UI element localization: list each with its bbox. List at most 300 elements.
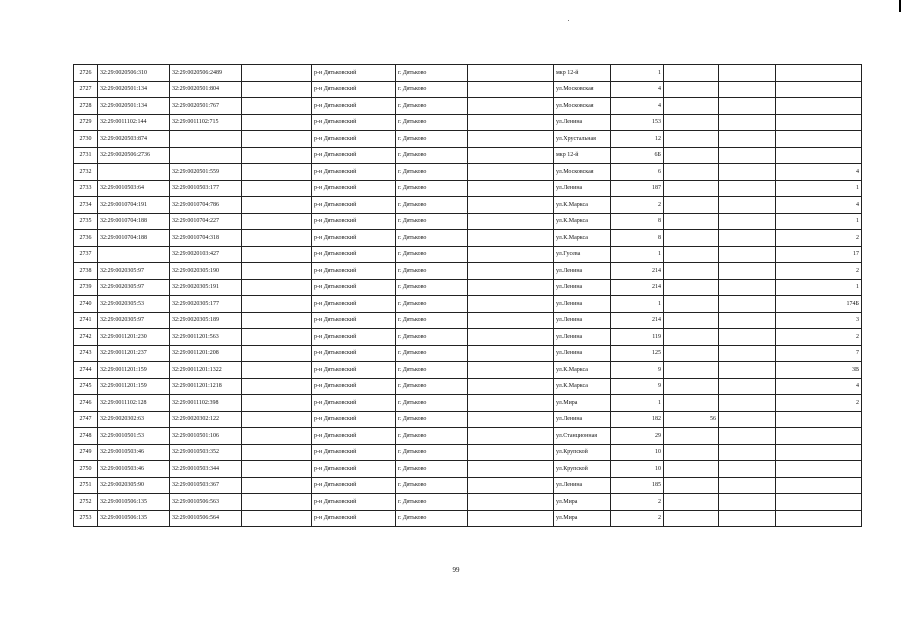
cadastral-parcel-cell: 32:29:0010506:135 — [98, 510, 170, 527]
row-number-cell: 2730 — [74, 131, 98, 148]
cadastral-object-cell: 32:29:0020305:191 — [170, 279, 242, 296]
blank-col-cell — [242, 180, 312, 197]
blank-col-cell — [242, 444, 312, 461]
cadastral-object-cell: 32:29:0020506:2489 — [170, 65, 242, 82]
blank-col-cell — [242, 230, 312, 247]
blank-col-2-cell — [468, 147, 554, 164]
table-row — [74, 296, 862, 313]
street-cell: ул.Станционная — [554, 428, 611, 445]
district-cell: р-н Дятьковский — [312, 180, 396, 197]
extra-2-cell — [719, 197, 776, 214]
row-number-cell: 2750 — [74, 461, 98, 478]
blank-col-cell — [242, 428, 312, 445]
cadastral-object-cell: 32:29:0020501:767 — [170, 98, 242, 115]
district-cell: р-н Дятьковский — [312, 263, 396, 280]
locality-cell: г. Дятьково — [396, 81, 468, 98]
street-cell: ул.Мира — [554, 494, 611, 511]
extra-3-cell — [776, 428, 862, 445]
cadastral-parcel-cell: 32:29:0011201:159 — [98, 362, 170, 379]
row-number-cell: 2752 — [74, 494, 98, 511]
district-cell: р-н Дятьковский — [312, 395, 396, 412]
district-cell: р-н Дятьковский — [312, 411, 396, 428]
table-row — [74, 263, 862, 280]
cadastral-parcel-cell: 32:29:0020506:2736 — [98, 147, 170, 164]
extra-3-cell: 174Б — [776, 296, 862, 313]
house-number-cell: 1 — [611, 246, 664, 263]
locality-cell: г. Дятьково — [396, 444, 468, 461]
cadastral-object-cell — [170, 131, 242, 148]
house-number-cell: 187 — [611, 180, 664, 197]
blank-col-2-cell — [468, 510, 554, 527]
house-number-cell: 10 — [611, 444, 664, 461]
house-number-cell: 125 — [611, 345, 664, 362]
table-row — [74, 477, 862, 494]
street-cell: ул.Гусева — [554, 246, 611, 263]
extra-1-cell — [664, 197, 719, 214]
locality-cell: г. Дятьково — [396, 131, 468, 148]
house-number-cell: 4 — [611, 98, 664, 115]
cadastral-object-cell: 32:29:0010506:563 — [170, 494, 242, 511]
cadastral-object-cell: 32:29:0010704:786 — [170, 197, 242, 214]
extra-1-cell — [664, 362, 719, 379]
house-number-cell: 214 — [611, 312, 664, 329]
table-row — [74, 279, 862, 296]
blank-col-cell — [242, 197, 312, 214]
extra-3-cell — [776, 444, 862, 461]
extra-1-cell — [664, 131, 719, 148]
street-cell: ул.К.Маркса — [554, 378, 611, 395]
blank-col-2-cell — [468, 312, 554, 329]
locality-cell: г. Дятьково — [396, 147, 468, 164]
extra-2-cell — [719, 411, 776, 428]
blank-col-cell — [242, 345, 312, 362]
cadastral-parcel-cell: 32:29:0020503:874 — [98, 131, 170, 148]
blank-col-cell — [242, 329, 312, 346]
locality-cell: г. Дятьково — [396, 312, 468, 329]
extra-1-cell — [664, 378, 719, 395]
row-number-cell: 2726 — [74, 65, 98, 82]
table-row — [74, 345, 862, 362]
table-row — [74, 428, 862, 445]
table-row — [74, 362, 862, 379]
blank-col-2-cell — [468, 81, 554, 98]
page-number: 99 — [452, 566, 460, 574]
extra-3-cell: 2 — [776, 263, 862, 280]
extra-3-cell: 3 — [776, 312, 862, 329]
registry-table — [73, 64, 862, 527]
blank-col-cell — [242, 279, 312, 296]
extra-3-cell — [776, 65, 862, 82]
blank-col-cell — [242, 263, 312, 280]
district-cell: р-н Дятьковский — [312, 65, 396, 82]
cadastral-object-cell: 32:29:0020501:559 — [170, 164, 242, 181]
street-cell: ул.К.Маркса — [554, 362, 611, 379]
street-cell: ул.Мира — [554, 395, 611, 412]
cadastral-object-cell: 32:29:0010503:177 — [170, 180, 242, 197]
cadastral-parcel-cell: 32:29:0020305:97 — [98, 279, 170, 296]
house-number-cell: 4 — [611, 81, 664, 98]
blank-col-cell — [242, 395, 312, 412]
district-cell: р-н Дятьковский — [312, 477, 396, 494]
extra-1-cell — [664, 213, 719, 230]
extra-1-cell — [664, 98, 719, 115]
blank-col-2-cell — [468, 411, 554, 428]
extra-1-cell — [664, 230, 719, 247]
extra-1-cell — [664, 246, 719, 263]
house-number-cell: 10 — [611, 461, 664, 478]
house-number-cell: 214 — [611, 279, 664, 296]
cadastral-parcel-cell: 32:29:0020305:90 — [98, 477, 170, 494]
blank-col-2-cell — [468, 296, 554, 313]
cadastral-object-cell: 32:29:0020302:122 — [170, 411, 242, 428]
cadastral-object-cell: 32:29:0010501:106 — [170, 428, 242, 445]
house-number-cell: 2 — [611, 197, 664, 214]
blank-col-2-cell — [468, 230, 554, 247]
district-cell: р-н Дятьковский — [312, 444, 396, 461]
table-row — [74, 312, 862, 329]
district-cell: р-н Дятьковский — [312, 164, 396, 181]
cadastral-parcel-cell: 32:29:0020501:134 — [98, 98, 170, 115]
district-cell: р-н Дятьковский — [312, 362, 396, 379]
blank-col-2-cell — [468, 213, 554, 230]
street-cell: ул.Ленина — [554, 180, 611, 197]
extra-2-cell — [719, 461, 776, 478]
row-number-cell: 2749 — [74, 444, 98, 461]
row-number-cell: 2738 — [74, 263, 98, 280]
locality-cell: г. Дятьково — [396, 411, 468, 428]
cadastral-object-cell: 32:29:0011201:1322 — [170, 362, 242, 379]
extra-1-cell — [664, 494, 719, 511]
blank-col-2-cell — [468, 114, 554, 131]
street-cell: ул.Московская — [554, 81, 611, 98]
house-number-cell: 1 — [611, 65, 664, 82]
district-cell: р-н Дятьковский — [312, 131, 396, 148]
row-number-cell: 2734 — [74, 197, 98, 214]
extra-2-cell — [719, 263, 776, 280]
cadastral-parcel-cell — [98, 246, 170, 263]
extra-1-cell — [664, 81, 719, 98]
cadastral-parcel-cell: 32:29:0020305:97 — [98, 263, 170, 280]
cadastral-parcel-cell: 32:29:0020302:63 — [98, 411, 170, 428]
blank-col-cell — [242, 98, 312, 115]
extra-1-cell — [664, 312, 719, 329]
row-number-cell: 2747 — [74, 411, 98, 428]
locality-cell: г. Дятьково — [396, 362, 468, 379]
extra-1-cell — [664, 395, 719, 412]
blank-col-cell — [242, 246, 312, 263]
extra-3-cell: 3В — [776, 362, 862, 379]
table-row — [74, 230, 862, 247]
cadastral-parcel-cell: 32:29:0010503:46 — [98, 461, 170, 478]
blank-col-2-cell — [468, 461, 554, 478]
cadastral-parcel-cell — [98, 164, 170, 181]
row-number-cell: 2742 — [74, 329, 98, 346]
cadastral-object-cell: 32:29:0010506:564 — [170, 510, 242, 527]
district-cell: р-н Дятьковский — [312, 510, 396, 527]
blank-col-2-cell — [468, 494, 554, 511]
house-number-cell: 2 — [611, 510, 664, 527]
blank-col-cell — [242, 164, 312, 181]
locality-cell: г. Дятьково — [396, 114, 468, 131]
house-number-cell: 182 — [611, 411, 664, 428]
extra-2-cell — [719, 213, 776, 230]
blank-col-2-cell — [468, 131, 554, 148]
cadastral-parcel-cell: 32:29:0010506:135 — [98, 494, 170, 511]
extra-3-cell: 2 — [776, 395, 862, 412]
blank-col-2-cell — [468, 444, 554, 461]
district-cell: р-н Дятьковский — [312, 230, 396, 247]
table-row — [74, 180, 862, 197]
table-row — [74, 114, 862, 131]
table-row — [74, 147, 862, 164]
extra-3-cell — [776, 411, 862, 428]
locality-cell: г. Дятьково — [396, 180, 468, 197]
district-cell: р-н Дятьковский — [312, 345, 396, 362]
cadastral-parcel-cell: 32:29:0010704:188 — [98, 230, 170, 247]
extra-3-cell — [776, 114, 862, 131]
district-cell: р-н Дятьковский — [312, 246, 396, 263]
extra-2-cell — [719, 494, 776, 511]
extra-1-cell — [664, 114, 719, 131]
extra-3-cell: 1 — [776, 180, 862, 197]
cadastral-parcel-cell: 32:29:0020506:310 — [98, 65, 170, 82]
extra-3-cell: 4 — [776, 378, 862, 395]
cadastral-object-cell: 32:29:0010503:352 — [170, 444, 242, 461]
extra-2-cell — [719, 98, 776, 115]
street-cell: ул.Ленина — [554, 263, 611, 280]
extra-3-cell — [776, 510, 862, 527]
street-cell: ул.Московская — [554, 164, 611, 181]
extra-1-cell — [664, 180, 719, 197]
blank-col-cell — [242, 362, 312, 379]
blank-col-2-cell — [468, 279, 554, 296]
extra-2-cell — [719, 444, 776, 461]
table-row — [74, 395, 862, 412]
blank-col-cell — [242, 494, 312, 511]
row-number-cell: 2746 — [74, 395, 98, 412]
blank-col-2-cell — [468, 428, 554, 445]
extra-1-cell — [664, 329, 719, 346]
street-cell: ул.Ленина — [554, 296, 611, 313]
district-cell: р-н Дятьковский — [312, 329, 396, 346]
row-number-cell: 2744 — [74, 362, 98, 379]
extra-3-cell: 4 — [776, 164, 862, 181]
table-row — [74, 329, 862, 346]
blank-col-2-cell — [468, 329, 554, 346]
cadastral-parcel-cell: 32:29:0011201:237 — [98, 345, 170, 362]
table-row — [74, 444, 862, 461]
house-number-cell: 185 — [611, 477, 664, 494]
cadastral-object-cell: 32:29:0010704:318 — [170, 230, 242, 247]
table-row — [74, 65, 862, 82]
page-edge-mark — [899, 0, 901, 12]
house-number-cell: 2 — [611, 494, 664, 511]
registry-body — [74, 65, 862, 527]
extra-3-cell: 17 — [776, 246, 862, 263]
extra-2-cell — [719, 65, 776, 82]
table-row — [74, 378, 862, 395]
cadastral-parcel-cell: 32:29:0010704:191 — [98, 197, 170, 214]
extra-3-cell — [776, 131, 862, 148]
locality-cell: г. Дятьково — [396, 461, 468, 478]
extra-2-cell — [719, 114, 776, 131]
table-row — [74, 164, 862, 181]
extra-3-cell: 1 — [776, 213, 862, 230]
blank-col-2-cell — [468, 345, 554, 362]
house-number-cell: 8 — [611, 230, 664, 247]
extra-3-cell — [776, 461, 862, 478]
blank-col-cell — [242, 213, 312, 230]
cadastral-object-cell: 32:29:0010503:367 — [170, 477, 242, 494]
scan-speck — [568, 20, 569, 21]
table-row — [74, 246, 862, 263]
cadastral-parcel-cell: 32:29:0020305:53 — [98, 296, 170, 313]
extra-2-cell — [719, 81, 776, 98]
extra-1-cell — [664, 147, 719, 164]
cadastral-object-cell: 32:29:0011201:563 — [170, 329, 242, 346]
house-number-cell: 153 — [611, 114, 664, 131]
extra-1-cell — [664, 444, 719, 461]
cadastral-object-cell: 32:29:0010704:227 — [170, 213, 242, 230]
row-number-cell: 2748 — [74, 428, 98, 445]
extra-1-cell — [664, 461, 719, 478]
locality-cell: г. Дятьково — [396, 65, 468, 82]
district-cell: р-н Дятьковский — [312, 279, 396, 296]
blank-col-2-cell — [468, 378, 554, 395]
district-cell: р-н Дятьковский — [312, 147, 396, 164]
extra-2-cell — [719, 378, 776, 395]
table-row — [74, 411, 862, 428]
locality-cell: г. Дятьково — [396, 164, 468, 181]
district-cell: р-н Дятьковский — [312, 114, 396, 131]
extra-1-cell: 56 — [664, 411, 719, 428]
house-number-cell: 9 — [611, 362, 664, 379]
extra-3-cell — [776, 477, 862, 494]
row-number-cell: 2743 — [74, 345, 98, 362]
blank-col-cell — [242, 312, 312, 329]
cadastral-parcel-cell: 32:29:0010503:46 — [98, 444, 170, 461]
blank-col-cell — [242, 65, 312, 82]
house-number-cell: 214 — [611, 263, 664, 280]
extra-3-cell: 1 — [776, 279, 862, 296]
row-number-cell: 2735 — [74, 213, 98, 230]
extra-2-cell — [719, 477, 776, 494]
locality-cell: г. Дятьково — [396, 197, 468, 214]
row-number-cell: 2736 — [74, 230, 98, 247]
locality-cell: г. Дятьково — [396, 428, 468, 445]
extra-2-cell — [719, 164, 776, 181]
district-cell: р-н Дятьковский — [312, 197, 396, 214]
locality-cell: г. Дятьково — [396, 246, 468, 263]
table-row — [74, 494, 862, 511]
locality-cell: г. Дятьково — [396, 263, 468, 280]
blank-col-cell — [242, 461, 312, 478]
extra-3-cell: 4 — [776, 197, 862, 214]
row-number-cell: 2729 — [74, 114, 98, 131]
row-number-cell: 2732 — [74, 164, 98, 181]
cadastral-object-cell: 32:29:0020305:177 — [170, 296, 242, 313]
table-row — [74, 213, 862, 230]
cadastral-object-cell: 32:29:0020103:427 — [170, 246, 242, 263]
cadastral-parcel-cell: 32:29:0010704:188 — [98, 213, 170, 230]
cadastral-object-cell: 32:29:0011201:1218 — [170, 378, 242, 395]
table-row — [74, 197, 862, 214]
blank-col-cell — [242, 114, 312, 131]
extra-2-cell — [719, 246, 776, 263]
extra-2-cell — [719, 279, 776, 296]
cadastral-parcel-cell: 32:29:0010503:64 — [98, 180, 170, 197]
row-number-cell: 2753 — [74, 510, 98, 527]
row-number-cell: 2727 — [74, 81, 98, 98]
house-number-cell: 1 — [611, 395, 664, 412]
cadastral-object-cell — [170, 147, 242, 164]
locality-cell: г. Дятьково — [396, 494, 468, 511]
street-cell: мкр 12-й — [554, 147, 611, 164]
locality-cell: г. Дятьково — [396, 510, 468, 527]
blank-col-cell — [242, 131, 312, 148]
cadastral-object-cell: 32:29:0020501:804 — [170, 81, 242, 98]
locality-cell: г. Дятьково — [396, 477, 468, 494]
locality-cell: г. Дятьково — [396, 213, 468, 230]
blank-col-cell — [242, 81, 312, 98]
extra-3-cell — [776, 147, 862, 164]
extra-1-cell — [664, 296, 719, 313]
district-cell: р-н Дятьковский — [312, 296, 396, 313]
extra-2-cell — [719, 345, 776, 362]
district-cell: р-н Дятьковский — [312, 428, 396, 445]
street-cell: ул.Ленина — [554, 477, 611, 494]
blank-col-2-cell — [468, 164, 554, 181]
house-number-cell: 8 — [611, 213, 664, 230]
row-number-cell: 2745 — [74, 378, 98, 395]
street-cell: ул.Ленина — [554, 329, 611, 346]
cadastral-object-cell: 32:29:0020305:190 — [170, 263, 242, 280]
row-number-cell: 2737 — [74, 246, 98, 263]
extra-3-cell: 2 — [776, 329, 862, 346]
blank-col-2-cell — [468, 197, 554, 214]
street-cell: ул.Ленина — [554, 312, 611, 329]
locality-cell: г. Дятьково — [396, 279, 468, 296]
extra-2-cell — [719, 329, 776, 346]
street-cell: ул.Хрустальная — [554, 131, 611, 148]
extra-1-cell — [664, 428, 719, 445]
blank-col-cell — [242, 510, 312, 527]
cadastral-parcel-cell: 32:29:0010501:53 — [98, 428, 170, 445]
street-cell: ул.Ленина — [554, 345, 611, 362]
district-cell: р-н Дятьковский — [312, 494, 396, 511]
locality-cell: г. Дятьково — [396, 296, 468, 313]
extra-2-cell — [719, 395, 776, 412]
street-cell: ул.Мира — [554, 510, 611, 527]
district-cell: р-н Дятьковский — [312, 378, 396, 395]
blank-col-cell — [242, 411, 312, 428]
cadastral-object-cell: 32:29:0011102:398 — [170, 395, 242, 412]
extra-1-cell — [664, 510, 719, 527]
extra-3-cell: 7 — [776, 345, 862, 362]
extra-1-cell — [664, 164, 719, 181]
blank-col-2-cell — [468, 263, 554, 280]
extra-2-cell — [719, 131, 776, 148]
house-number-cell: 29 — [611, 428, 664, 445]
street-cell: ул.Ленина — [554, 279, 611, 296]
extra-2-cell — [719, 362, 776, 379]
extra-3-cell — [776, 98, 862, 115]
extra-1-cell — [664, 65, 719, 82]
table-row — [74, 98, 862, 115]
house-number-cell: 12 — [611, 131, 664, 148]
cadastral-object-cell: 32:29:0020305:189 — [170, 312, 242, 329]
street-cell: ул.Ленина — [554, 114, 611, 131]
